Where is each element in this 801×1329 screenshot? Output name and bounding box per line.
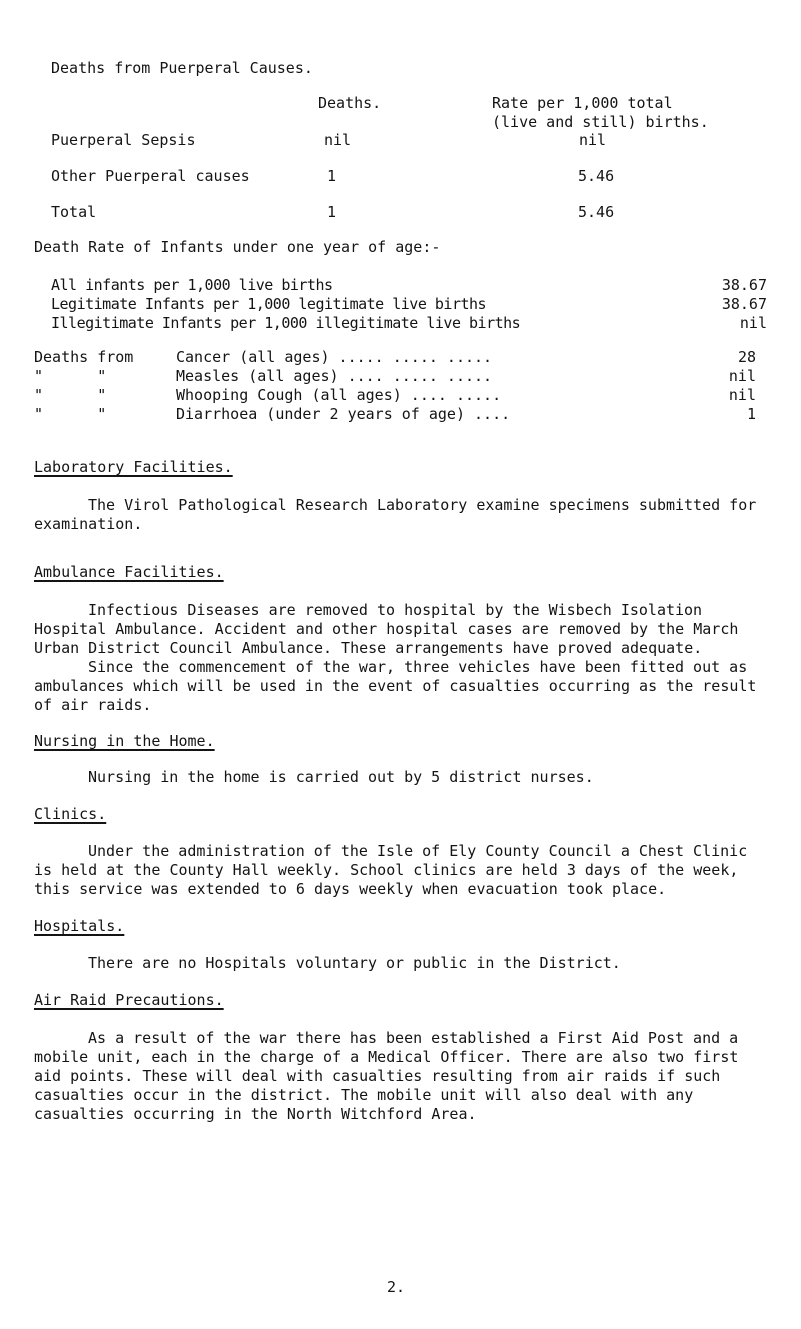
col-header-deaths: Deaths.	[318, 94, 382, 112]
infant-row-label: Illegitimate Infants per 1,000 illegitimate live births	[51, 314, 521, 332]
deaths-from-value: 28	[737, 348, 756, 366]
air-raid-heading: Air Raid Precautions.	[34, 991, 224, 1009]
row-deaths-puerperal-sepsis: nil	[324, 131, 352, 149]
deaths-from-value: 1	[746, 405, 756, 423]
deaths-from-prefix: " "	[34, 405, 107, 423]
clinics-heading: Clinics.	[34, 805, 107, 823]
hospitals-text: There are no Hospitals voluntary or public in the District.	[88, 954, 621, 972]
row-label-puerperal-sepsis: Puerperal Sepsis	[51, 131, 196, 149]
ambulance-text-2: Since the commencement of the war, three vehicles have been fitted out as ambulances which will be used in the event of casualties occurring as the result of air raids.	[34, 658, 757, 714]
deaths-from-prefix: " "	[34, 367, 107, 385]
nursing-heading: Nursing in the Home.	[34, 732, 215, 750]
clinics-text: Under the administration of the Isle of Ely County Council a Chest Clinic is held at the County Hall weekly. School clinics are held 3 days of the week, this service was extended to 6 days weekly when evacuation took place.	[34, 842, 748, 898]
air-raid-text: As a result of the war there has been established a First Aid Post and a mobile unit, each in the charge of a Medical Officer. There are also two first aid points. These will deal with casualties resulting from air raids if such casualties occur in the district. The mobile unit will also deal with any casualties occurring in the North Witchford Area.	[34, 1029, 739, 1123]
laboratory-heading: Laboratory Facilities.	[34, 458, 233, 476]
deaths-from-prefix: Deaths from	[34, 348, 134, 366]
col-header-rate-line1: Rate per 1,000 total	[492, 94, 673, 112]
row-deaths-total: 1	[327, 203, 337, 221]
deaths-from-label: Whooping Cough (all ages) .... .....	[176, 386, 502, 404]
infant-row-label: Legitimate Infants per 1,000 legitimate live births	[51, 295, 487, 313]
laboratory-text: The Virol Pathological Research Laboratory examine specimens submitted for examination.	[34, 496, 757, 533]
infant-row-value: nil	[739, 314, 767, 332]
row-rate-puerperal-sepsis: nil	[579, 131, 607, 149]
deaths-from-value: nil	[728, 386, 756, 404]
row-label-other-puerperal: Other Puerperal causes	[51, 167, 250, 185]
deaths-from-prefix: " "	[34, 386, 107, 404]
deaths-from-label: Cancer (all ages) ..... ..... .....	[176, 348, 493, 366]
deaths-from-label: Measles (all ages) .... ..... .....	[176, 367, 493, 385]
ambulance-heading: Ambulance Facilities.	[34, 563, 224, 581]
infant-row-value: 38.67	[721, 276, 767, 294]
row-label-total: Total	[51, 203, 97, 221]
row-rate-other-puerperal: 5.46	[578, 167, 615, 185]
nursing-text: Nursing in the home is carried out by 5 district nurses.	[88, 768, 594, 786]
page-number: 2.	[387, 1278, 406, 1296]
col-header-rate-line2: (live and still) births.	[492, 113, 709, 131]
infant-heading: Death Rate of Infants under one year of age:-	[34, 238, 441, 256]
row-deaths-other-puerperal: 1	[327, 167, 337, 185]
row-rate-total: 5.46	[578, 203, 615, 221]
infant-row-value: 38.67	[721, 295, 767, 313]
deaths-from-value: nil	[728, 367, 756, 385]
page-title: Deaths from Puerperal Causes.	[51, 59, 313, 77]
ambulance-text-1: Infectious Diseases are removed to hospital by the Wisbech Isolation Hospital Ambulance. Accident and other hospital cases are removed by the March Urban District Council Ambulance. These arrangements have proved adequate.	[34, 601, 739, 657]
infant-row-label: All infants per 1,000 live births	[51, 276, 333, 294]
hospitals-heading: Hospitals.	[34, 917, 125, 935]
deaths-from-label: Diarrhoea (under 2 years of age) ....	[176, 405, 511, 423]
